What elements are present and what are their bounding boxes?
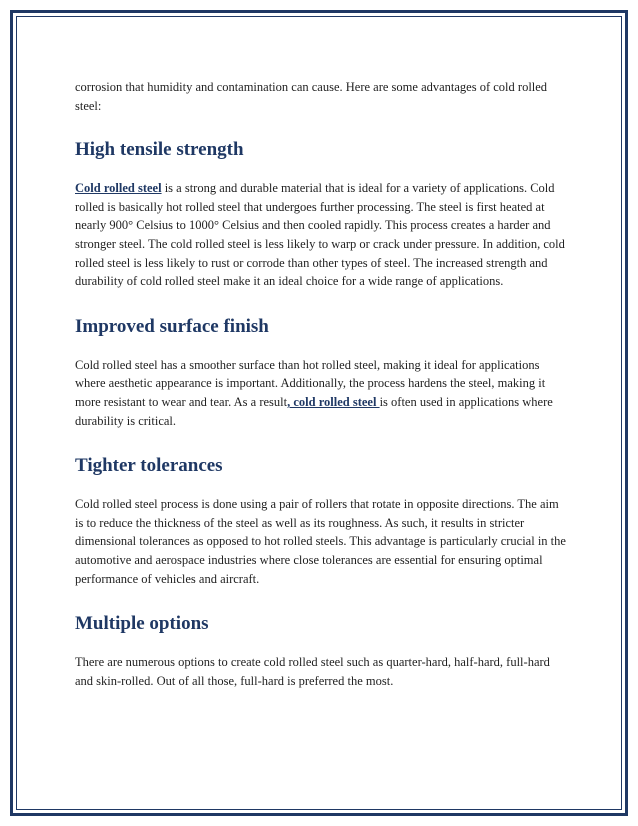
paragraph-improved-surface-finish — [75, 356, 567, 430]
heading-tighter-tolerances: Tighter tolerances — [75, 455, 223, 477]
paragraph-multiple-options: There are numerous options to create cold rolled steel such as quarter-hard, half-hard, full-hard and skin-rolled. Out of all those, full-hard is preferred the most. — [75, 655, 550, 688]
heading-high-tensile-strength: High tensile strength — [75, 139, 244, 161]
paragraph-text: is often used in applications where durability is critical. — [75, 394, 553, 428]
heading-improved-surface-finish: Improved surface finish — [75, 315, 269, 337]
document-body — [75, 78, 567, 690]
paragraph-text: is a strong and durable material that is ideal for a variety of applications. Cold rolled is basically hot rolled steel that undergoes further processing. The steel is first heated at nearly 900° Celsius to 1000° Celsius and then cooled rapidly. This process creates a harder and stronger steel. The cold rolled steel is less likely to warp or crack under pressure. In addition, cold rolled steel is less likely to rust or corrode than other types of steel. The increased strength and durability of cold rolled steel make it an ideal choice for a wide range of applications. — [75, 181, 565, 289]
cold-rolled-steel-link-2[interactable]: , cold rolled steel — [287, 394, 380, 409]
paragraph-tighter-tolerances: Cold rolled steel process is done using a pair of rollers that rotate in opposite directions. The aim is to reduce the thickness of the steel as well as its roughness. As such, it results in stricter dimensional tolerances as opposed to hot rolled steels. This advantage is particularly crucial in the automotive and aerospace industries where close tolerances are essential for ensuring optimal performance of vehicles and aircraft. — [75, 497, 566, 586]
paragraph-text: Cold rolled steel has a smoother surface than hot rolled steel, making it ideal for applications where aesthetic appearance is important. Additionally, the process hardens the steel, making it more resistant to wear and tear. As a result — [75, 357, 546, 409]
heading-multiple-options: Multiple options — [75, 613, 209, 635]
cold-rolled-steel-link[interactable]: Cold rolled steel — [75, 181, 162, 196]
paragraph-high-tensile-strength — [75, 179, 567, 291]
intro-paragraph: corrosion that humidity and contamination can cause. Here are some advantages of cold rolled steel: — [75, 80, 548, 113]
